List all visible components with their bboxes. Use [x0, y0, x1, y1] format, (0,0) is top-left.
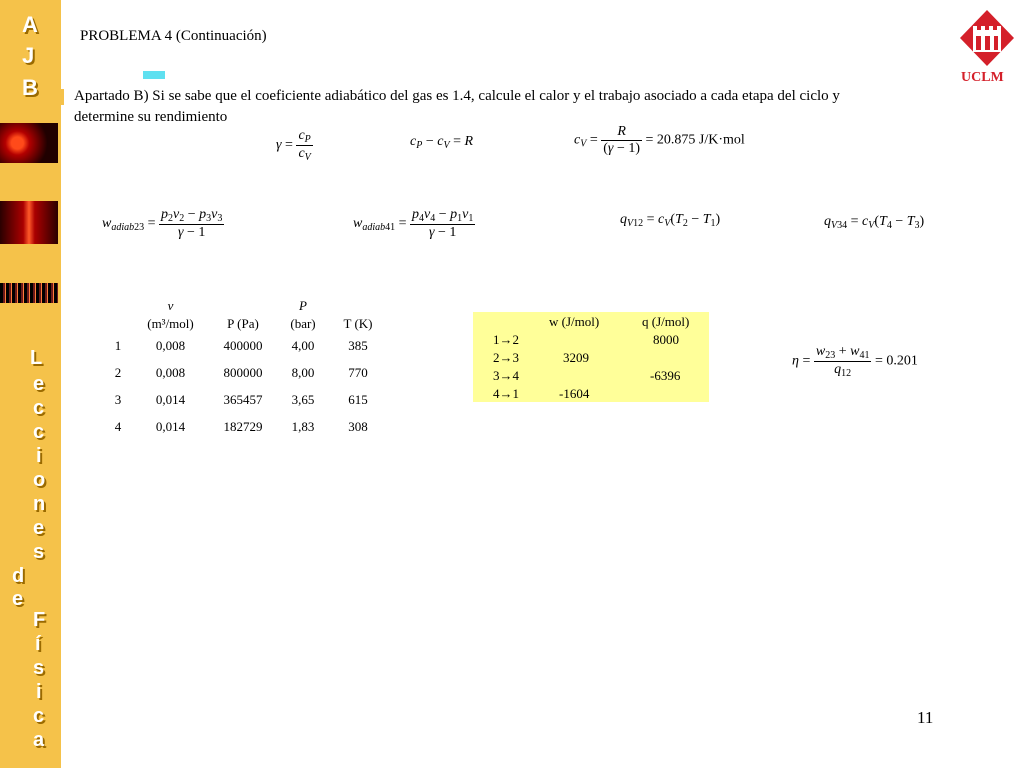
equation-efficiency: η = $\frac{w_{23} + w_{41}}{q_{12}}$ = 0.201 [792, 344, 918, 379]
table-header-cell [328, 296, 388, 314]
vertical-letter: s [33, 657, 45, 679]
energy-step: 1→2 [493, 332, 519, 347]
sidebar [0, 0, 61, 768]
equation-gamma: γ = $\frac{c_P}{c_V}$ [276, 128, 311, 163]
table-cell: 3,65 [291, 391, 315, 407]
table-cell: 182729 [223, 418, 263, 434]
vertical-letter: n [33, 493, 46, 515]
table-cell: 0,014 [155, 391, 186, 407]
accent-bar [143, 71, 165, 79]
vertical-letter: í [35, 633, 41, 655]
table-header-cell: (m³/mol) [147, 315, 194, 331]
cv-unit: J/K·mol [698, 132, 745, 148]
table-cell: 385 [348, 337, 368, 353]
vertical-letter: a [33, 729, 45, 751]
vertical-letter: e [12, 588, 24, 610]
table-row [103, 386, 388, 413]
table-cell: 0,014 [155, 418, 186, 434]
table-header-cell: v [167, 297, 174, 313]
vertical-letter: s [33, 541, 45, 563]
energy-table [473, 312, 709, 402]
energy-q: -6396 [650, 368, 681, 383]
vertical-letter: L [30, 347, 43, 369]
energy-w: 3209 [563, 350, 589, 365]
accent-mark [58, 89, 64, 105]
vertical-letter: c [33, 421, 45, 443]
logo-letter-a: A [22, 12, 38, 37]
table-cell: 4,00 [291, 337, 315, 353]
problem-statement [74, 86, 964, 128]
vertical-letter: c [33, 705, 45, 727]
table-header-cell [208, 296, 278, 314]
table-header-cell: P [299, 297, 307, 313]
vertical-letter: o [33, 469, 46, 491]
vertical-letter: i [36, 681, 42, 703]
equation-w-adiab-41: $w_{adiab41}$ = $\frac{p_4v_4 - p_1v_1}{\gamma - 1}$ [353, 207, 474, 240]
vertical-letter: e [33, 373, 45, 395]
statement-line-1: Apartado B) Si se sabe que el coeficiente adiabático del gas es 1.4, calcule el calor y el trabajo asociado a cada etapa del ciclo y [74, 88, 840, 104]
table-cell: 8,00 [291, 364, 315, 380]
table-cell: 400000 [223, 337, 263, 353]
equation-mayer: $c_P - c_V = R$ [410, 134, 474, 151]
table-cell: 0,008 [155, 337, 186, 353]
efficiency-value: 0.201 [886, 353, 918, 369]
sidebar-photo-2 [0, 201, 58, 244]
energy-header-w: w (J/mol) [549, 314, 600, 329]
table-cell: 1,83 [291, 418, 315, 434]
table-cell: 800000 [223, 364, 263, 380]
table-header-cell [103, 314, 133, 332]
equation-cv: $c_V$ = $\frac{R}{(\gamma - 1)}$ = 20.875 J/K·mol [574, 124, 745, 156]
energy-q: 8000 [653, 332, 679, 347]
table-row [103, 413, 388, 440]
equation-q-v34: $q_{V34} = c_V(T_4 - T_3)$ [824, 214, 925, 231]
vertical-letter: d [12, 565, 25, 587]
cv-value: 20.875 [656, 132, 696, 148]
table-header-row [103, 314, 388, 332]
logo-text: UCLM [961, 70, 1004, 85]
equation-w-adiab-23: $w_{adiab23}$ = $\frac{p_2v_2 - p_3v_3}{\gamma - 1}$ [102, 207, 223, 240]
page-title: PROBLEMA 4 (Continuación) [80, 28, 267, 44]
table-row [103, 332, 388, 359]
table-cell: 2 [114, 364, 122, 380]
sidebar-photo-3 [0, 283, 58, 303]
table-cell: 770 [348, 364, 368, 380]
page-number: 11 [917, 708, 934, 727]
vertical-letter: c [33, 397, 45, 419]
table-header-cell: P (Pa) [227, 315, 259, 331]
table-cell: 308 [348, 418, 368, 434]
table-cell: 1 [114, 337, 122, 353]
sidebar-photo-1 [0, 123, 58, 163]
energy-step: 3→4 [493, 368, 519, 383]
table-cell: 4 [114, 418, 122, 434]
state-table [103, 296, 388, 440]
table-header-row [103, 296, 388, 314]
vertical-letter: e [33, 517, 45, 539]
table-header-cell: T (K) [343, 315, 373, 331]
table-cell: 0,008 [155, 364, 186, 380]
energy-header-q: q (J/mol) [642, 314, 690, 329]
table-row [103, 359, 388, 386]
table-cell: 365457 [223, 391, 263, 407]
vertical-letter: F [33, 609, 46, 631]
energy-w: -1604 [559, 386, 590, 401]
table-cell: 3 [114, 391, 122, 407]
logo-letter-b: B [22, 75, 38, 100]
table-cell: 615 [348, 391, 368, 407]
table-header-cell: (bar) [290, 315, 316, 331]
energy-step: 4→1 [493, 386, 519, 401]
vertical-letter: i [36, 445, 42, 467]
statement-line-2: determine su rendimiento [74, 109, 228, 125]
energy-step: 2→3 [493, 350, 519, 365]
logo-letter-j: J [22, 43, 35, 68]
equation-q-v12: $q_{V12} = c_V(T_2 - T_1)$ [620, 212, 721, 229]
table-header-cell [103, 296, 133, 314]
